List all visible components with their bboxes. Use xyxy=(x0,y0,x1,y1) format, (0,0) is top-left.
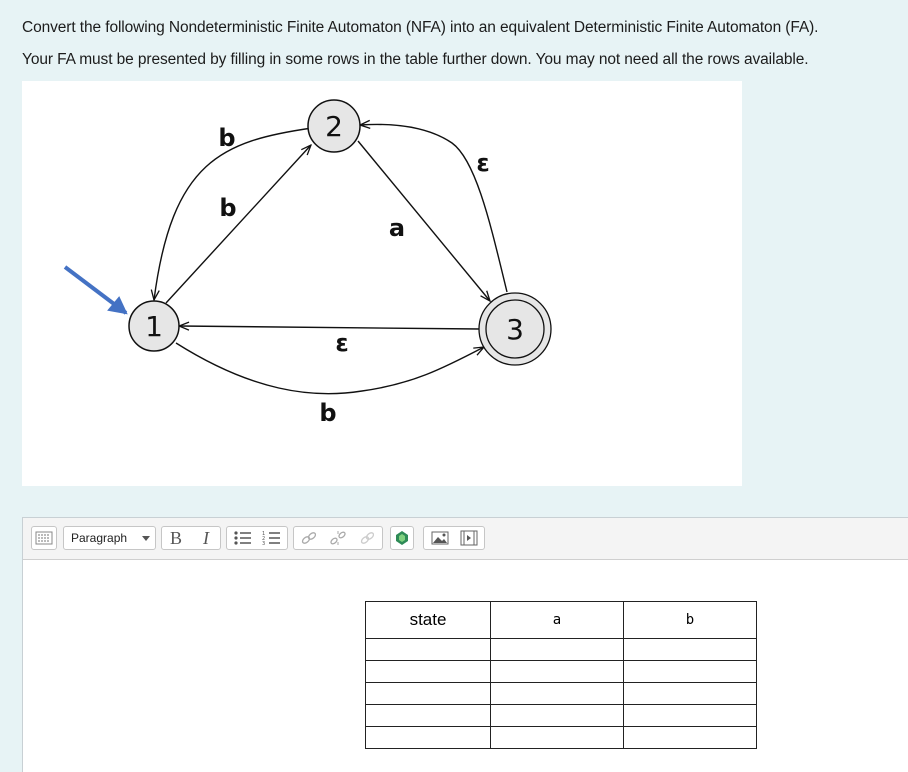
link-icon[interactable] xyxy=(300,530,318,546)
table-cell[interactable] xyxy=(366,639,491,661)
question-line-2: Your FA must be presented by filling in some rows in the table further down. You may not need all the rows available. xyxy=(22,51,809,68)
text-style-group xyxy=(161,526,221,550)
nfa-diagram-svg xyxy=(22,81,742,486)
media-icon[interactable] xyxy=(460,530,478,546)
recorder-icon xyxy=(394,530,410,546)
nfa-diagram xyxy=(22,81,742,486)
table-cell[interactable] xyxy=(491,727,624,749)
label-3-2: ε xyxy=(476,149,490,177)
svg-text:1: 1 xyxy=(262,531,266,537)
link-group xyxy=(293,526,383,550)
state-3-label: 3 xyxy=(506,313,524,346)
label-2-1: b xyxy=(218,124,236,152)
format-select-value: Paragraph xyxy=(71,531,128,545)
header-state: state xyxy=(366,602,491,639)
table-cell[interactable] xyxy=(366,705,491,727)
transition-2-3-a xyxy=(358,141,490,301)
table-cell[interactable] xyxy=(366,661,491,683)
table-row xyxy=(366,639,757,661)
question-line-1: Convert the following Nondeterministic Finite Automaton (NFA) into an equivalent Deterministic Finite Automaton (FA). xyxy=(22,19,819,36)
toggle-toolbar-button[interactable] xyxy=(31,526,57,550)
header-b: b xyxy=(624,602,757,639)
label-2-3: a xyxy=(388,214,406,242)
image-icon[interactable] xyxy=(431,530,449,546)
label-1-3: b xyxy=(319,399,337,427)
toggle-toolbar-icon xyxy=(32,527,56,549)
format-select[interactable] xyxy=(63,526,156,550)
recorder-button[interactable] xyxy=(390,526,414,550)
table-cell[interactable] xyxy=(624,683,757,705)
transition-3-1-epsilon xyxy=(179,326,480,329)
svg-text:2: 2 xyxy=(262,536,266,542)
table-cell[interactable] xyxy=(624,727,757,749)
chevron-down-icon xyxy=(142,536,150,541)
list-group xyxy=(226,526,288,550)
table-row xyxy=(366,727,757,749)
bold-button[interactable]: B xyxy=(169,527,182,548)
table-row xyxy=(366,661,757,683)
editor-toolbar xyxy=(23,518,908,560)
media-group xyxy=(423,526,485,550)
label-3-1: ε xyxy=(335,329,349,357)
bullet-list-icon[interactable] xyxy=(233,530,253,546)
label-1-2: b xyxy=(219,194,237,222)
transition-1-3-b xyxy=(176,343,484,394)
transition-1-2-b xyxy=(166,145,311,303)
table-cell[interactable] xyxy=(366,727,491,749)
table-cell[interactable] xyxy=(491,661,624,683)
table-row xyxy=(366,683,757,705)
anchor-icon[interactable] xyxy=(358,530,376,546)
table-cell[interactable] xyxy=(624,661,757,683)
table-cell[interactable] xyxy=(491,705,624,727)
table-cell[interactable] xyxy=(624,639,757,661)
state-2-label: 2 xyxy=(325,110,343,143)
dfa-table xyxy=(365,601,757,749)
svg-text:3: 3 xyxy=(262,541,266,546)
numbered-list-icon[interactable] xyxy=(262,530,282,546)
table-header-row xyxy=(366,602,757,639)
table-cell[interactable] xyxy=(624,705,757,727)
unlink-icon[interactable] xyxy=(329,530,347,546)
italic-button[interactable]: I xyxy=(203,527,209,548)
table-cell[interactable] xyxy=(366,683,491,705)
state-1-label: 1 xyxy=(145,310,163,343)
header-a: a xyxy=(491,602,624,639)
table-cell[interactable] xyxy=(491,639,624,661)
table-cell[interactable] xyxy=(491,683,624,705)
table-row xyxy=(366,705,757,727)
answer-editor[interactable] xyxy=(22,517,908,772)
